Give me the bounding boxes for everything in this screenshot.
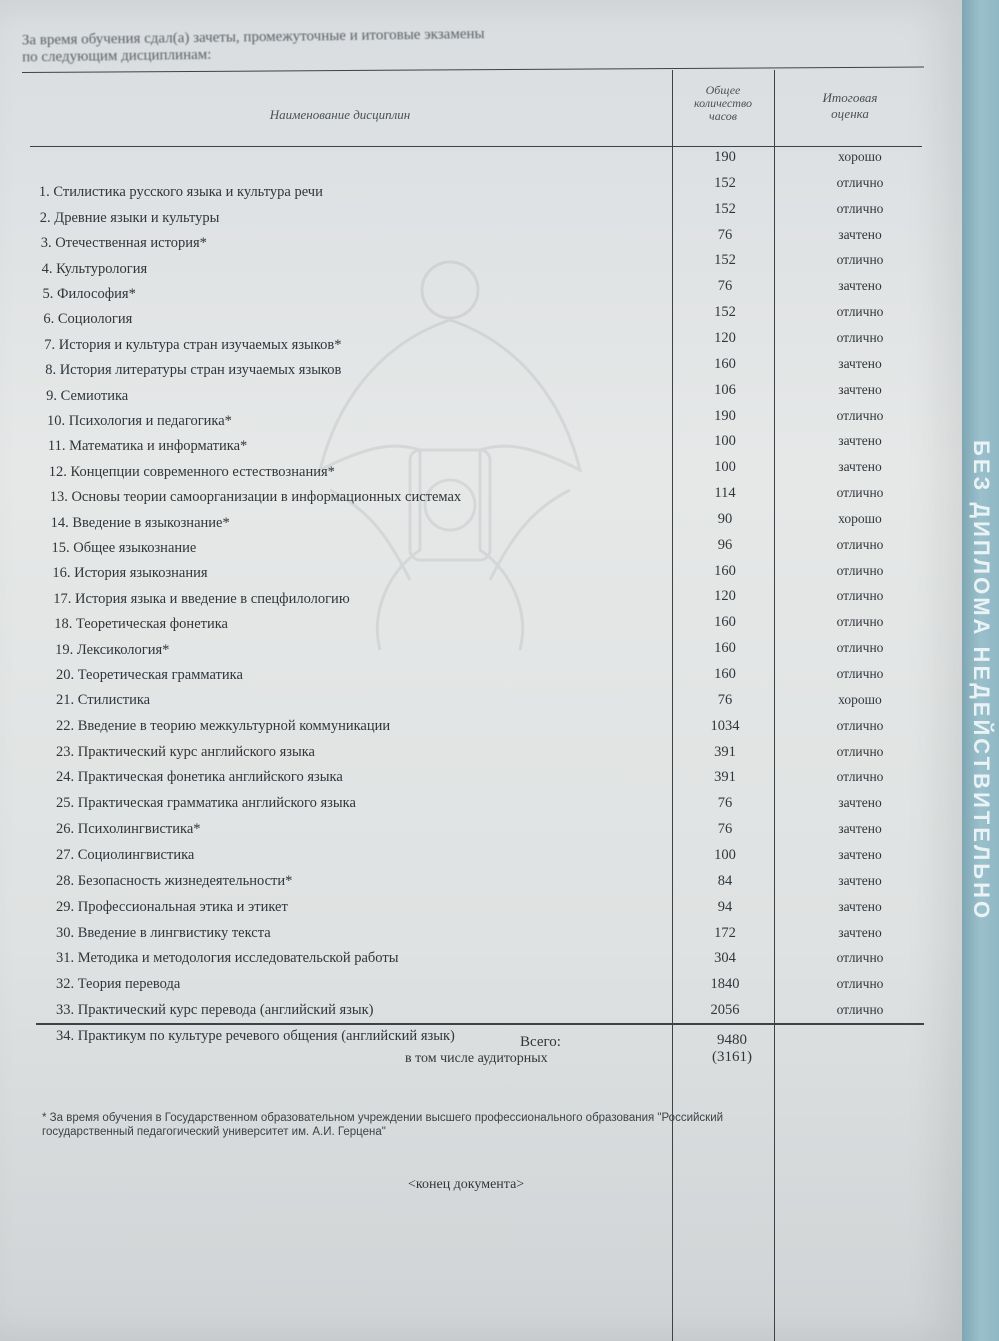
discipline-name: 13. Основы теории самоорганизации в информационных системах [49, 489, 462, 506]
table-row [0, 511, 962, 535]
discipline-name: 30. Введение в лингвистику текста [56, 924, 271, 941]
discipline-name: 7. История и культура стран изучаемых языков* [44, 336, 342, 353]
table-row [0, 227, 962, 251]
discipline-grade: зачтено [838, 846, 882, 862]
discipline-grade: зачтено [838, 795, 882, 811]
table-row [0, 485, 962, 509]
table-row [0, 356, 962, 380]
table-row [0, 330, 962, 354]
discipline-name: 12. Концепции современного естествознания* [48, 463, 335, 480]
discipline-grade: зачтено [838, 355, 882, 371]
discipline-name: 5. Философия* [42, 286, 136, 302]
end-of-document: <конец документа> [408, 1177, 525, 1192]
discipline-hours: 152 [714, 304, 736, 321]
table-row [0, 304, 962, 328]
discipline-hours: 152 [714, 174, 736, 191]
discipline-grade: отлично [836, 252, 884, 268]
discipline-grade: зачтено [838, 898, 882, 914]
discipline-hours: 106 [714, 381, 736, 398]
discipline-name: 28. Безопасность жизнедеятельности* [56, 872, 293, 889]
discipline-hours: 100 [714, 846, 736, 863]
discipline-hours: 160 [714, 355, 736, 372]
discipline-name: 27. Социолингвистика [56, 847, 195, 864]
discipline-name: 14. Введение в языкознание* [50, 514, 230, 531]
discipline-name: 26. Психолингвистика* [56, 821, 201, 838]
discipline-hours: 304 [714, 950, 736, 967]
discipline-grade: зачтено [838, 872, 882, 888]
discipline-grade: отлично [836, 485, 884, 501]
discipline-grade: зачтено [838, 433, 882, 449]
discipline-hours: 1034 [710, 717, 740, 734]
discipline-grade: отлично [836, 717, 884, 733]
discipline-hours: 100 [714, 433, 736, 450]
discipline-name: 9. Семиотика [46, 387, 129, 404]
discipline-hours: 160 [714, 562, 736, 579]
table-row [0, 873, 962, 897]
discipline-name: 23. Практический курс английского языка [56, 743, 315, 760]
table-row [0, 925, 962, 949]
table-row [0, 666, 962, 690]
discipline-grade: зачтено [838, 459, 882, 475]
table-top-border [22, 66, 924, 73]
discipline-name: 8. История литературы стран изучаемых языков [45, 362, 342, 379]
discipline-hours: 190 [714, 149, 736, 165]
discipline-name: 6. Социология [43, 311, 133, 328]
discipline-hours: 120 [714, 329, 736, 346]
discipline-hours: 120 [714, 588, 736, 605]
discipline-grade: зачтено [838, 226, 882, 242]
classroom-hours-label: в том числе аудиторных [405, 1051, 548, 1066]
discipline-grade: отлично [836, 976, 884, 992]
discipline-hours: 160 [714, 640, 736, 657]
discipline-name: 29. Профессиональная этика и этикет [56, 898, 288, 915]
table-row [0, 433, 962, 457]
table-row [0, 278, 962, 302]
discipline-name: 15. Общее языкознание [51, 540, 197, 556]
table-row [0, 795, 962, 819]
discipline-name: 3. Отечественная история* [40, 235, 207, 252]
discipline-grade: отлично [836, 614, 884, 630]
discipline-name: 33. Практический курс перевода (английский язык) [56, 1002, 374, 1019]
discipline-grade: отлично [836, 743, 884, 759]
discipline-name: 21. Стилистика [56, 692, 151, 709]
table-row [0, 614, 962, 638]
total-value: 9480 [717, 1032, 747, 1048]
discipline-grade: хорошо [838, 691, 882, 707]
column-header-hours: Общее количество часов [693, 83, 753, 123]
discipline-hours: 2056 [710, 1002, 740, 1019]
discipline-hours: 90 [717, 510, 733, 527]
table-row [0, 718, 962, 742]
discipline-grade: отлично [836, 588, 884, 604]
diploma-cover-edge [962, 0, 999, 1341]
discipline-hours: 100 [714, 459, 736, 476]
header-line-2: по следующим дисциплинам: [22, 46, 212, 66]
table-row [0, 175, 962, 199]
table-row [0, 821, 962, 845]
discipline-grade: отлично [836, 666, 884, 681]
table-row [0, 950, 962, 974]
discipline-grade: отлично [836, 769, 884, 785]
table-row [0, 976, 962, 1000]
discipline-grade: хорошо [838, 510, 882, 526]
discipline-name: 16. История языкознания [52, 565, 208, 582]
discipline-name: 31. Методика и методология исследовательской работы [56, 950, 399, 967]
discipline-grade: отлично [836, 407, 884, 423]
discipline-grade: хорошо [838, 149, 882, 164]
table-row [0, 692, 962, 716]
discipline-name: 17. История языка и введение в спецфилологию [53, 590, 350, 607]
discipline-grade: отлично [836, 174, 884, 190]
discipline-hours: 76 [717, 278, 733, 295]
table-row [0, 201, 962, 225]
table-row [0, 899, 962, 923]
discipline-grade: зачтено [838, 278, 882, 294]
discipline-grade: зачтено [838, 381, 882, 397]
discipline-name: 22. Введение в теорию межкультурной коммуникации [56, 717, 391, 734]
discipline-hours: 76 [717, 821, 733, 838]
footnote: * За время обучения в Государственном образовательном учреждении высшего профессионального образования "Российский государственный педагогический университет им. А.И. Герцена" [42, 1112, 724, 1138]
table-row [0, 537, 962, 561]
discipline-hours: 76 [717, 691, 733, 708]
column-header-name: Наименование дисциплин [269, 107, 411, 122]
table-row [0, 588, 962, 612]
table-row [0, 563, 962, 587]
table-row [0, 408, 962, 432]
table-row [0, 459, 962, 483]
discipline-grade: отлично [836, 950, 884, 966]
discipline-name: 20. Теоретическая грамматика [56, 667, 243, 683]
total-label: Всего: [520, 1034, 561, 1050]
classroom-hours-value: (3161) [712, 1049, 752, 1065]
table-row [0, 382, 962, 406]
discipline-grade: зачтено [838, 821, 882, 837]
discipline-hours: 152 [714, 200, 736, 217]
table-row [0, 1002, 962, 1026]
discipline-hours: 160 [714, 614, 736, 631]
table-row [0, 252, 962, 276]
discipline-name: 25. Практическая грамматика английского языка [56, 795, 356, 812]
discipline-name: 2. Древние языки и культуры [39, 209, 220, 226]
discipline-name: 32. Теория перевода [56, 976, 181, 993]
discipline-grade: отлично [836, 562, 884, 578]
discipline-hours: 114 [714, 485, 736, 502]
discipline-grade: отлично [836, 329, 884, 345]
discipline-hours: 190 [714, 407, 736, 424]
discipline-grade: отлично [836, 304, 884, 320]
discipline-name: 1. Стилистика русского языка и культура речи [38, 184, 323, 201]
discipline-name: 4. Культурология [41, 260, 148, 277]
discipline-hours: 152 [714, 252, 736, 269]
discipline-hours: 391 [714, 769, 736, 786]
discipline-name: 24. Практическая фонетика английского языка [56, 769, 343, 786]
discipline-hours: 96 [717, 536, 733, 553]
header-line-1: За время обучения сдал(а) зачеты, промежуточные и итоговые экзамены [21, 26, 485, 49]
discipline-grade: отлично [836, 640, 884, 656]
discipline-hours: 1840 [710, 976, 740, 993]
discipline-grade: отлично [836, 200, 884, 216]
document-header [22, 24, 662, 67]
discipline-name: 34. Практикум по культуре речевого общения (английский язык) [56, 1027, 455, 1044]
discipline-hours: 391 [714, 743, 736, 760]
discipline-name: 10. Психология и педагогика* [47, 413, 232, 429]
table-row [0, 640, 962, 664]
column-header-grade: Итоговая оценка [822, 90, 878, 121]
discipline-name: 11. Математика и информатика* [47, 438, 248, 455]
discipline-grade: отлично [836, 536, 884, 552]
discipline-grade: зачтено [838, 924, 882, 940]
header-bottom-border [30, 146, 922, 147]
discipline-name: 19. Лексикология* [55, 641, 170, 658]
discipline-hours: 172 [714, 924, 736, 941]
table-row [0, 1028, 962, 1052]
table-row [0, 847, 962, 871]
discipline-hours: 160 [714, 666, 736, 682]
discipline-hours: 76 [717, 226, 733, 243]
discipline-grade: отлично [836, 1002, 884, 1018]
table-row [0, 744, 962, 768]
discipline-name: 18. Теоретическая фонетика [54, 616, 228, 633]
discipline-hours: 84 [717, 872, 733, 889]
table-row [0, 769, 962, 793]
spine-text: БЕЗ ДИПЛОМА НЕДЕЙСТВИТЕЛЬНО [969, 440, 994, 922]
discipline-hours: 76 [717, 795, 733, 812]
table-row [0, 149, 962, 173]
discipline-hours: 94 [717, 898, 733, 915]
